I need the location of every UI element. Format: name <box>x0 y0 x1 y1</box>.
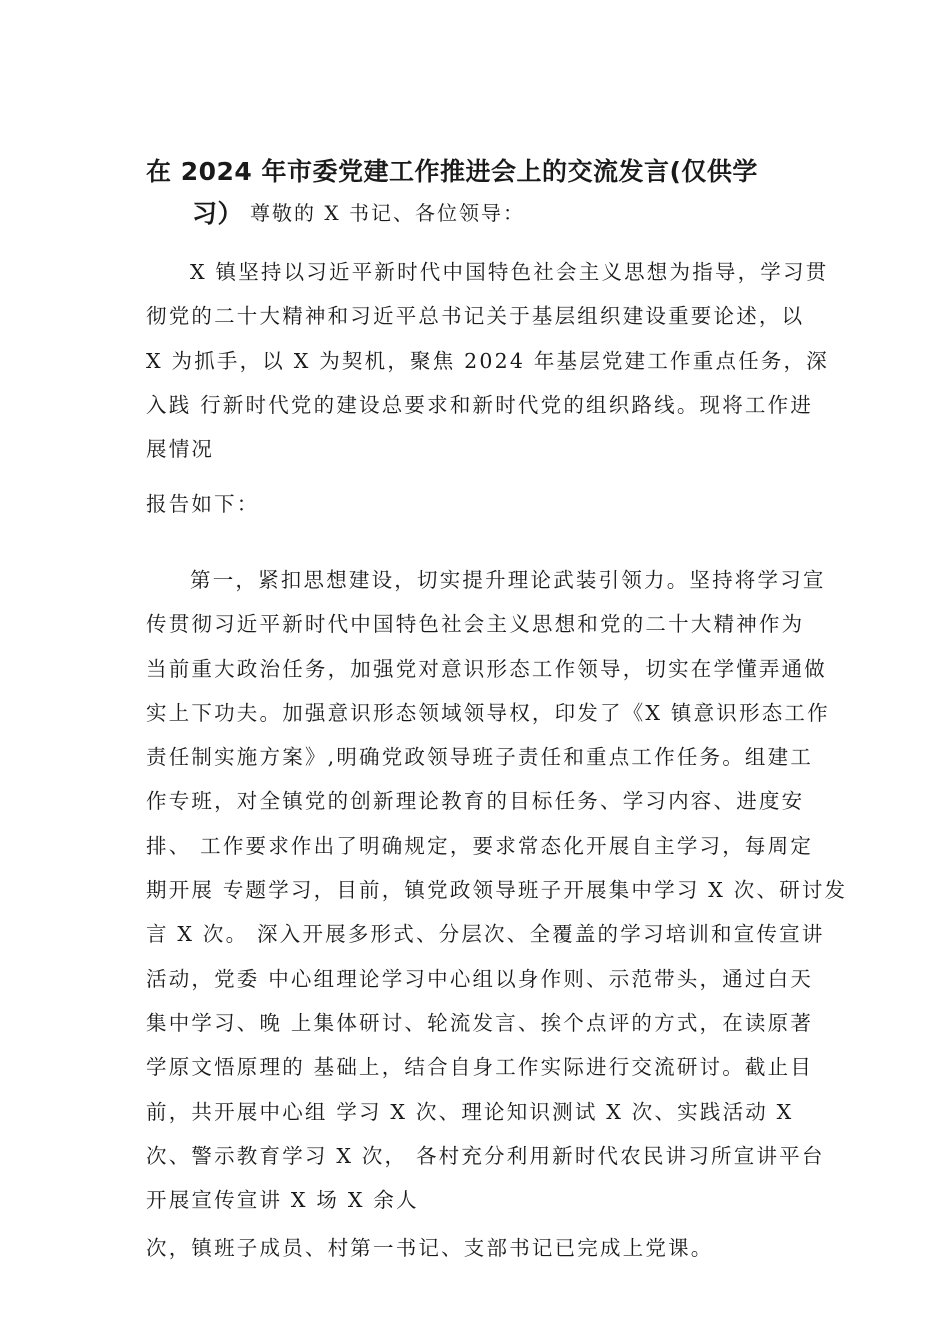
closing-line: 次，镇班子成员、村第一书记、支部书记已完成上党课。 <box>146 1236 714 1260</box>
intro-line: 彻党的二十大精神和习近平总书记关于基层组织建设重要论述，以 <box>146 304 805 329</box>
document-title-line-1: 在 2024 年市委党建工作推进会上的交流发言(仅供学 <box>146 157 758 186</box>
section-1-line: 第一，紧扣思想建设，切实提升理论武装引领力。坚持将学习宣 <box>190 568 826 592</box>
section-1-line: 作专班，对全镇党的创新理论教育的目标任务、学习内容、进度安 <box>146 789 805 814</box>
section-1-line: 次、警示教育学习 X 次， 各村充分利用新时代农民讲习所宣讲平台 <box>146 1143 825 1168</box>
section-1-line: 传贯彻习近平新时代中国特色社会主义思想和党的二十大精神作为 <box>146 612 805 637</box>
intro-line: 展情况 <box>146 437 215 462</box>
section-1-line: 排、 工作要求作出了明确规定，要求常态化开展自主学习，每周定 <box>146 833 814 858</box>
section-1-line: 集中学习、晚 上集体研讨、轮流发言、挨个点评的方式，在读原著 <box>146 1010 814 1035</box>
section-1-line: 言 X 次。 深入开展多形式、分层次、全覆盖的学习培训和宣传宣讲 <box>146 922 825 947</box>
section-1-line: 活动，党委 中心组理论学习中心组以身作则、示范带头，通过白天 <box>146 966 814 991</box>
intro-line: X 镇坚持以习近平新时代中国特色社会主义思想为指导，学习贯 <box>190 260 829 284</box>
section-1-paragraph <box>146 558 848 1222</box>
report-paragraph <box>146 482 816 526</box>
intro-line: 入践 行新时代党的建设总要求和新时代党的组织路线。现将工作进 <box>146 392 814 417</box>
section-1-line: 实上下功夫。加强意识形态领域领导权，印发了《X 镇意识形态工作 <box>146 700 830 725</box>
section-1-line: 开展宣传宣讲 X 场 X 余人 <box>146 1188 419 1213</box>
intro-line: X 为抓手，以 X 为契机，聚焦 2024 年基层党建工作重点任务，深 <box>146 348 829 373</box>
section-1-line: 前，共开展中心组 学习 X 次、理论知识测试 X 次、实践活动 X <box>146 1099 794 1124</box>
section-1-line: 学原文悟原理的 基础上，结合自身工作实际进行交流研讨。截止目 <box>146 1055 814 1080</box>
section-1-line: 期开展 专题学习，目前，镇党政领导班子开展集中学习 X 次、研讨发 <box>146 878 848 903</box>
report-line: 报告如下： <box>146 492 260 516</box>
section-1-line: 当前重大政治任务，加强党对意识形态工作领导，切实在学懂弄通做 <box>146 656 827 681</box>
closing-paragraph <box>146 1226 816 1270</box>
greeting: 尊敬的 X 书记、各位领导： <box>250 201 525 225</box>
section-1-line: 责任制实施方案》,明确党政领导班子责任和重点工作任务。组建工 <box>146 745 814 770</box>
document-title-line-2: 习） <box>192 199 244 228</box>
intro-paragraph <box>146 250 829 471</box>
